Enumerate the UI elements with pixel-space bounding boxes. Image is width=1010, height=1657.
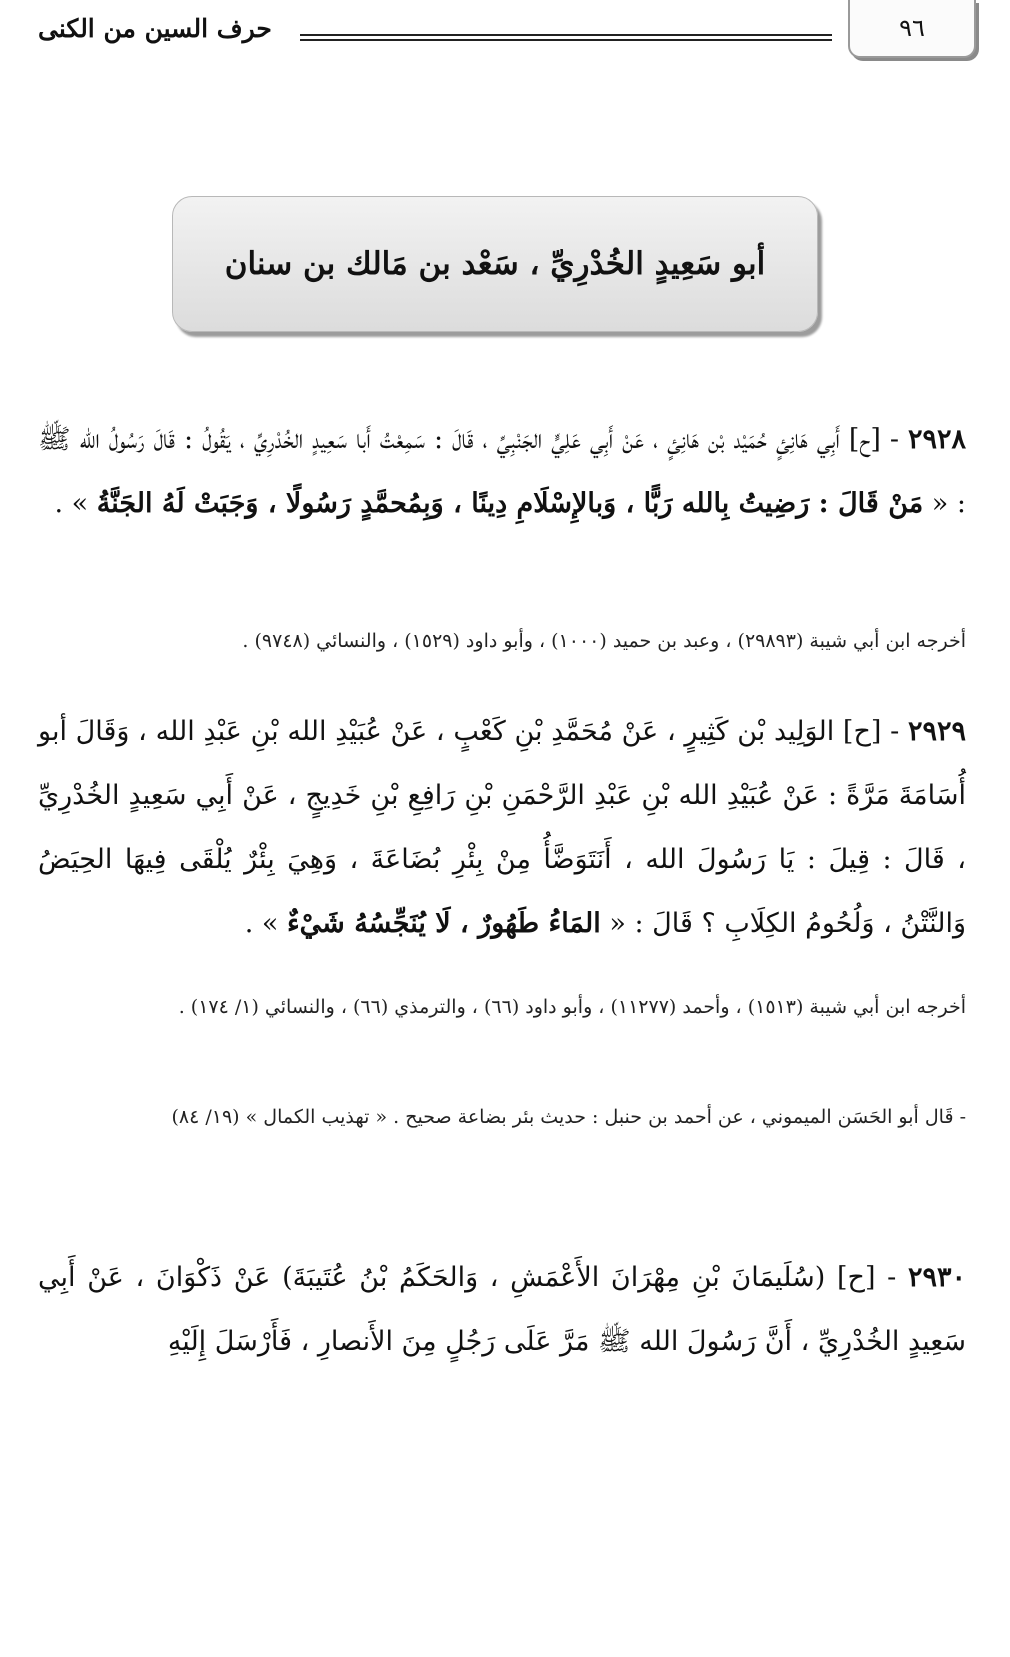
hadith-entry-2930 (38, 1246, 966, 1374)
hadith-number: ٢٩٢٩ (907, 716, 966, 747)
takhrij-note: أخرجه ابن أبي شيبة (١٥١٣) ، وأحمد (١١٢٧٧) ، وأبو داود (٦٦) ، والترمذي (٦٦) ، والنسائي (١/ ١٧٤) . (178, 996, 966, 1018)
page-number-text: ٩٦ (899, 14, 925, 42)
hadith-chain: - [ح] (سُلَيمَانَ بْنِ مِهْرَانَ الأَعْمَشِ ، وَالحَكَمُ بْنُ عُتَيبَةَ) عَنْ ذَكْوَانَ ، عَنْ أَبِي سَعِيدٍ الخُدْرِيِّ ، أَنَّ رَسُولَ الله ﷺ مَرَّ عَلَى رَجُلٍ مِنَ الأَنصارِ ، فَأَرْسَلَ إِلَيْهِ (38, 1262, 966, 1357)
header-rule (300, 34, 832, 41)
heading-box (172, 196, 818, 332)
commentary-note: - قَال أبو الحَسَن الميموني ، عن أحمد بن حنبل : حديث بئر بضاعة صحيح . « تهذيب الكمال » (١٩/ ٨٤) (171, 1106, 966, 1128)
hadith-entry-2928 (38, 408, 966, 536)
hadith-chain: - [ح] الوَلِيد بْن كَثِيرٍ ، عَنْ مُحَمَّدِ بْنِ كَعْبٍ ، عَنْ عُبَيْدِ الله بْنِ عَبْدِ الله ، وَقَالَ أبو أُسَامَةَ مَرَّةً : عَنْ عُبَيْدِ الله بْنِ عَبْدِ الرَّحْمَنِ بْنِ رَافِعِ بْنِ خَدِيجٍ ، عَنْ أَبِي سَعِيدٍ الخُدْرِيِّ ، قَالَ : قِيلَ : يَا رَسُولَ الله ، أَنَتَوَضَّأُ مِنْ بِئْرِ بُضَاعَةَ ، وَهِيَ بِئْرٌ يُلْقَى فِيهَا الحِيَضُ وَالنَّتْنُ ، وَلُحُومُ الكِلَابِ ؟ قَالَ : « (38, 716, 966, 939)
takhrij-note: أخرجه ابن أبي شيبة (٢٩٨٩٣) ، وعبد بن حميد (١٠٠٠) ، وأبو داود (١٥٢٩) ، والنسائي (٩٧٤٨) . (242, 630, 966, 652)
hadith-number: ٢٩٢٨ (907, 424, 966, 455)
page-number (848, 0, 976, 58)
hadith-closing: » . (54, 488, 89, 519)
hadith-entry-2929 (38, 700, 966, 956)
hadith-number: ٢٩٣٠ (907, 1262, 966, 1293)
hadith-saying: المَاءُ طَهُورٌ ، لَا يُنَجِّسُهُ شَيْءٌ (286, 908, 601, 939)
hadith-closing: » . (244, 908, 279, 939)
running-title: حرف السين من الكنى (38, 14, 272, 43)
hadith-saying: مَنْ قَالَ : رَضِيتُ بِالله رَبًّا ، وَبالإِسْلَامِ دِينًا ، وَبِمُحمَّدٍ رَسُولًا ، وَجَبَتْ لَهُ الجَنَّةُ (96, 488, 924, 519)
heading-title: أبو سَعِيدٍ الخُدْرِيِّ ، سَعْد بن مَالك بن سنان (224, 246, 766, 282)
hadith-chain: - [ح] أَبِي هَانِئٍ حُمَيْد بْن هَانِئٍ ، عَنْ أَبِي عَلِيٍّ الجَنْبِيِّ ، قَالَ : سَمِعْتُ أَبا سَعِيدٍ الخُدْرِيِّ ، يَقُولُ : قَالَ رَسُولُ الله ﷺ : « (38, 424, 966, 519)
